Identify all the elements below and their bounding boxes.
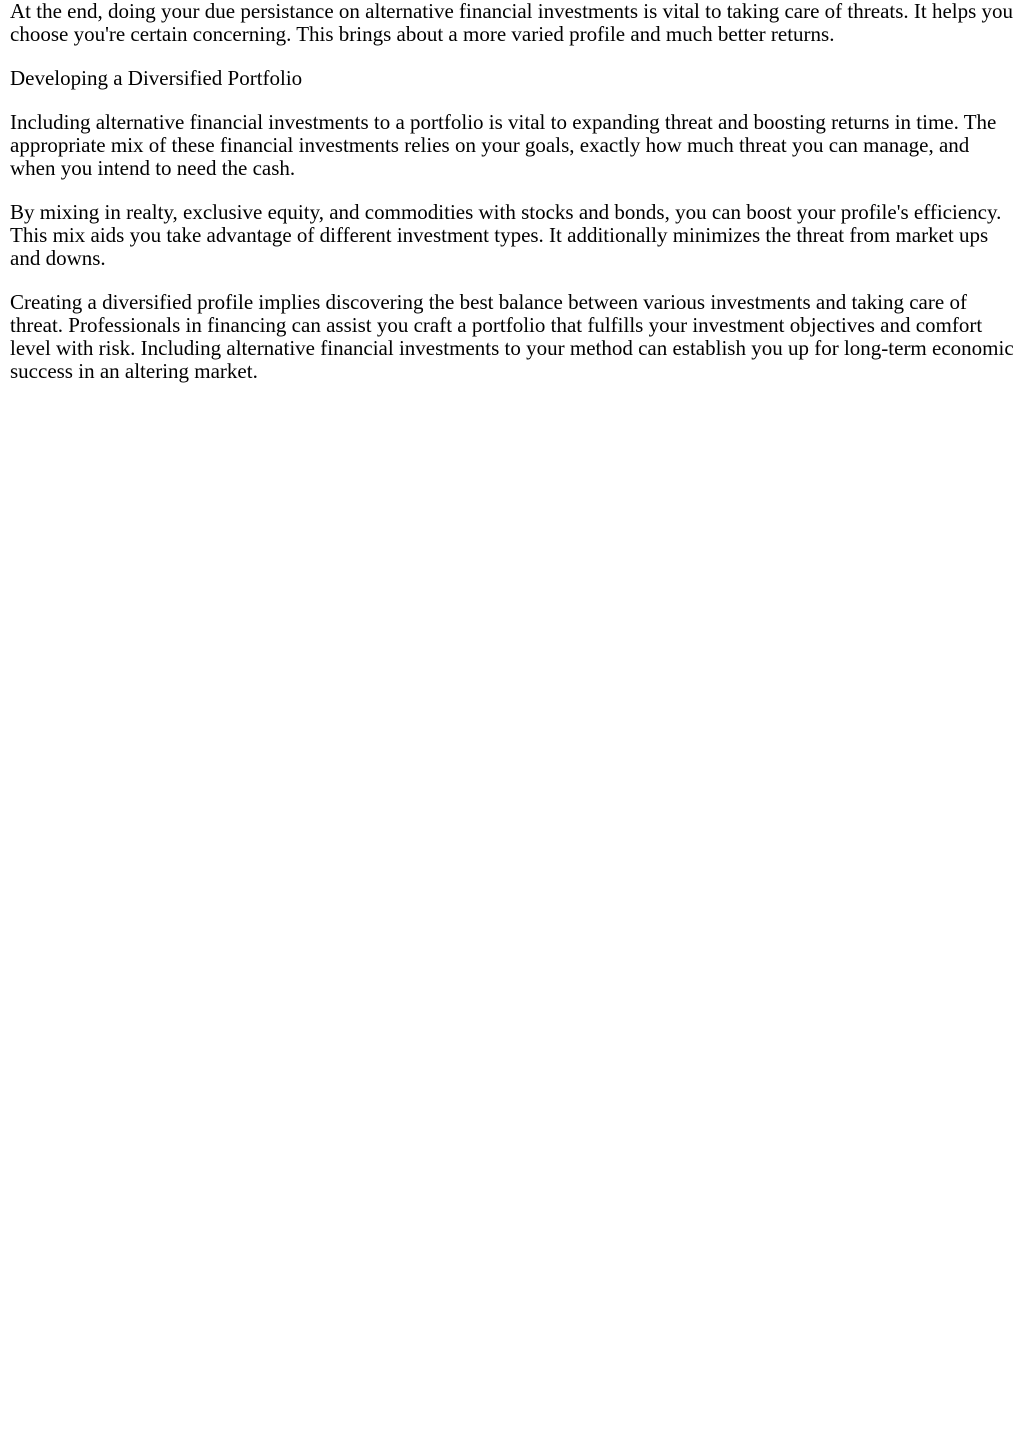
paragraph-adding-alternatives: Including alternative financial investments to a portfolio is vital to expanding threat and boosting returns in time. The appropriate mix of these financial investments relies on your goals, exactly how much threat you can manage, and when you intend to need the cash. — [10, 110, 997, 180]
paragraph-creating-portfolio: Creating a diversified profile implies discovering the best balance between various investments and taking care of threat. Professionals in financing can assist you craft a portfolio that fulfills your investment objectives and comfort level with risk. Including alternative financial investments to your method can establish you up for long-term economic success in an altering market. — [10, 290, 1014, 383]
paragraph-due-diligence: At the end, doing your due persistance on alternative financial investments is vital to taking care of threats. It helps you choose you're certain concerning. This brings about a more varied profile and much better returns. — [10, 0, 1014, 46]
paragraph-mixing-assets: By mixing in realty, exclusive equity, and commodities with stocks and bonds, you can boost your profile's efficiency. This mix aids you take advantage of different investment types. It additionally minimizes the threat from market ups and downs. — [10, 200, 1002, 270]
section-heading-diversified-portfolio: Developing a Diversified Portfolio — [10, 66, 303, 90]
article-body — [10, 0, 1014, 383]
